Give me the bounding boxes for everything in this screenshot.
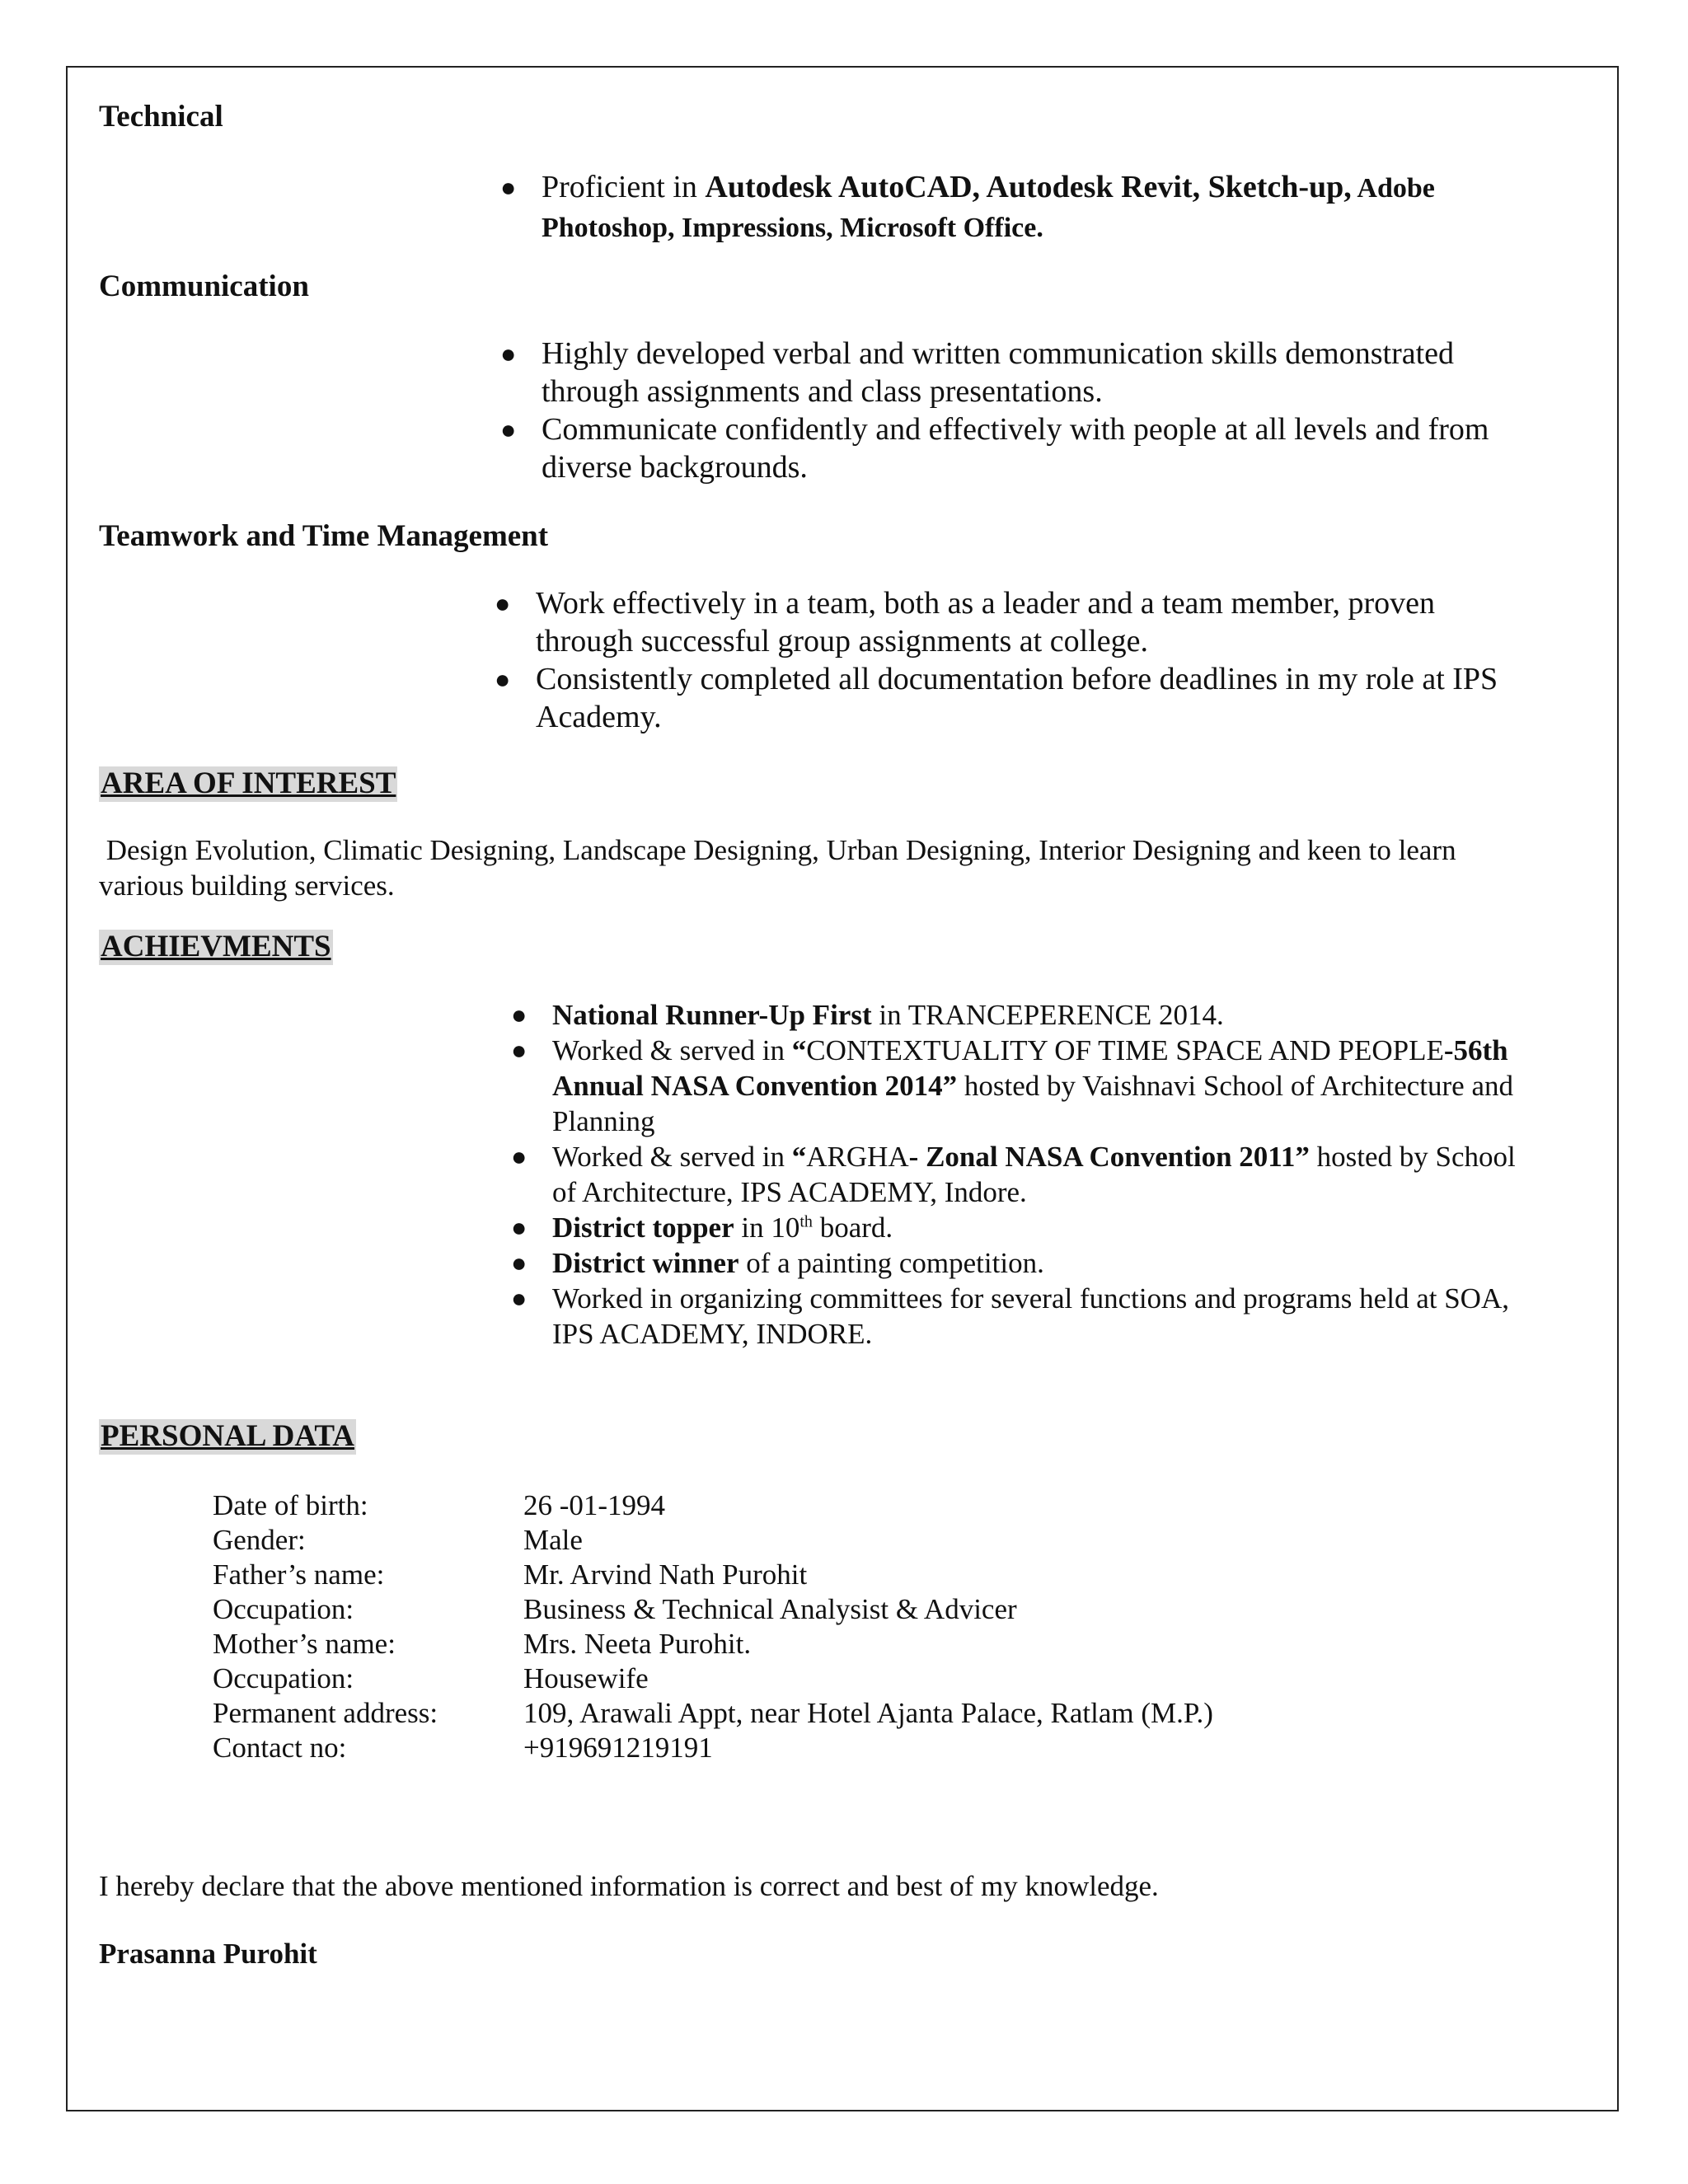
personal-data-table (213, 1488, 1213, 1765)
list-item: ● District topper in 10th board. (511, 1212, 893, 1244)
list-item: ● Worked & served in “CONTEXTUALITY OF TIME SPACE AND PEOPLE-56th Annual NASA Convention 2014” hosted by Vaishnavi School of Architecture and Planning (511, 1034, 1514, 1137)
list-item: ● Highly developed verbal and written communication skills demonstrated through assignments and class presentations. (500, 336, 1455, 409)
list-item: ● National Runner-Up First in TRANCEPERENCE 2014. (511, 999, 1224, 1031)
achievements-list (511, 997, 1591, 1352)
area-of-interest-text: Design Evolution, Climatic Designing, Landscape Designing, Urban Designing, Interior Designing and keen to learn various building services. (99, 834, 1456, 902)
bullet-icon: ● (511, 1248, 528, 1277)
personal-data-row: Father’s name: Mr. Arvind Nath Purohit (213, 1558, 808, 1591)
bullet-icon: ● (500, 172, 517, 202)
personal-data-row: Permanent address: 109, Arawali Appt, near Hotel Ajanta Palace, Ratlam (M.P.) (213, 1697, 1213, 1729)
personal-data-row: Contact no: +919691219191 (213, 1732, 713, 1764)
personal-data-row: Mother’s name: Mrs. Neeta Purohit. (213, 1628, 752, 1660)
declaration-text: I hereby declare that the above mentioned information is correct and best of my knowledge. (99, 1870, 1159, 1902)
bullet-icon: ● (495, 588, 511, 618)
personal-data-heading: PERSONAL DATA (101, 1419, 355, 1453)
list-item: ● Worked in organizing committees for several functions and programs held at SOA, IPS ACADEMY, INDORE. (511, 1282, 1509, 1350)
personal-data-row: Date of birth: 26 -01-1994 (213, 1489, 666, 1521)
bullet-icon: ● (511, 1283, 528, 1313)
bullet-icon: ● (500, 415, 517, 444)
list-item: ● Proficient in Autodesk AutoCAD, Autodesk Revit, Sketch-up, Adobe Photoshop, Impressions, Microsoft Office. (500, 170, 1435, 243)
list-item: ● Worked & served in “ARGHA- Zonal NASA Convention 2011” hosted by School of Architecture, IPS ACADEMY, Indore. (511, 1141, 1516, 1208)
communication-heading: Communication (99, 269, 309, 303)
technical-heading: Technical (99, 100, 223, 134)
teamwork-heading: Teamwork and Time Management (99, 519, 549, 553)
list-item: ● Consistently completed all documentation before deadlines in my role at IPS Academy. (495, 662, 1498, 734)
achievements-heading: ACHIEVMENTS (101, 930, 331, 963)
personal-data-section (99, 1419, 356, 1455)
list-item: ● Work effectively in a team, both as a leader and a team member, proven through successful group assignments at college. (495, 586, 1435, 658)
bullet-icon: ● (511, 1035, 528, 1065)
personal-data-row: Occupation: Business & Technical Analysist & Advicer (213, 1593, 1017, 1625)
bullet-icon: ● (511, 1000, 528, 1029)
teamwork-list (495, 584, 1574, 736)
personal-data-row: Occupation: Housewife (213, 1662, 649, 1694)
signature-name: Prasanna Purohit (99, 1938, 317, 1970)
bullet-icon: ● (511, 1141, 528, 1171)
personal-data-row: Gender: Male (213, 1524, 583, 1556)
achievements-section (99, 930, 333, 965)
list-item: ● District winner of a painting competition. (511, 1247, 1044, 1279)
list-item: ● Communicate confidently and effectively with people at all levels and from diverse backgrounds. (500, 412, 1489, 485)
bullet-icon: ● (495, 664, 511, 694)
bullet-icon: ● (511, 1212, 528, 1242)
area-of-interest-section (99, 766, 397, 802)
communication-list (500, 335, 1572, 486)
area-of-interest-heading: AREA OF INTEREST (101, 766, 396, 800)
technical-list (500, 168, 1572, 247)
bullet-icon: ● (500, 339, 517, 368)
